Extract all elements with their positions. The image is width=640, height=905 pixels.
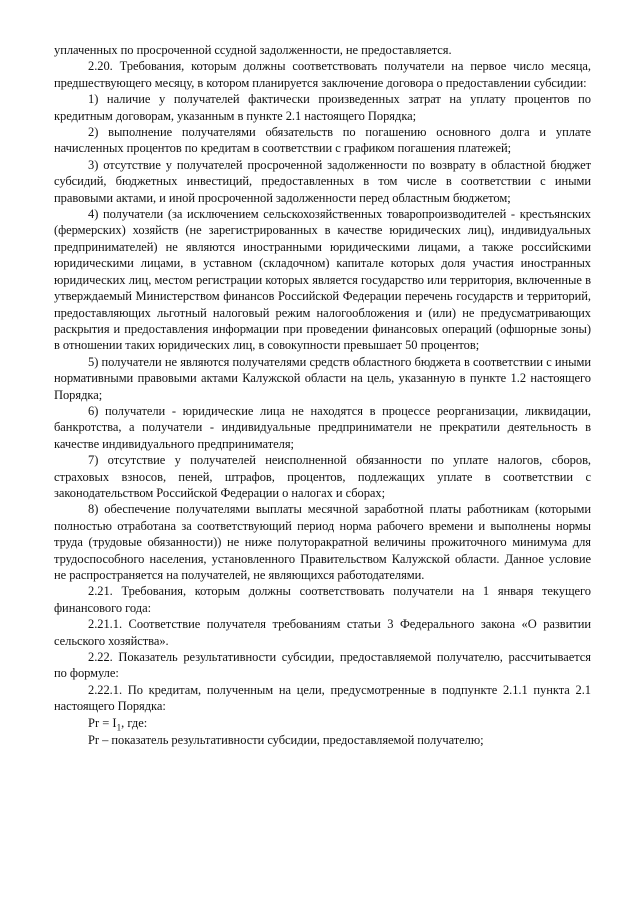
formula-lhs: Pr = I [88, 715, 117, 730]
paragraph-item-7: 7) отсутствие у получателей неисполненной обязанности по уплате налогов, сборов, страховых взносов, пеней, штрафов, процентов, подлежащих уплате в соответствии с законодательством Российской Федерации о налогах и сборах; [54, 453, 591, 500]
formula-subscript: 1 [116, 722, 122, 733]
paragraph-item-2: 2) выполнение получателями обязательств по погашению основного долга и уплате начисленных процентов по кредитам в соответствии с графиком погашения платежей; [54, 125, 591, 156]
paragraph-item-6: 6) получатели - юридические лица не находятся в процессе реорганизации, ликвидации, банкротства, а получатели - индивидуальные предприниматели не прекратили деятельность в качестве индивидуального предпринимателя; [54, 403, 591, 451]
paragraph-item-1: 1) наличие у получателей фактически произведенных затрат на уплату процентов по кредитным договорам, указанным в пункте 2.1 настоящего Порядка; [54, 92, 591, 123]
paragraph-pr-definition: Pr – показатель результативности субсидии, предоставляемой получателю; [88, 732, 484, 747]
paragraph-2-22-1: 2.22.1. По кредитам, полученным на цели, предусмотренные в подпункте 2.1.1 пункта 2.1 настоящего Порядка: [54, 682, 591, 714]
paragraph-2-21-1: 2.21.1. Соответствие получателя требованиям статьи 3 Федерального закона «О развитии сельского хозяйства». [54, 617, 591, 648]
paragraph-item-3: 3) отсутствие у получателей просроченной задолженности по возврату в областной бюджет субсидий, бюджетных инвестиций, предоставленных в том числе в соответствии с иными правовыми актами, и иной просроченной задолженности перед областным бюджетом; [54, 157, 591, 205]
paragraph-2-22: 2.22. Показатель результативности субсидии, предоставляемой получателю, рассчитывается по формуле: [54, 650, 591, 681]
formula-line [54, 715, 591, 732]
paragraph-continuation: уплаченных по просроченной ссудной задолженности, не предоставляется. [54, 43, 452, 57]
paragraph-item-4: 4) получатели (за исключением сельскохозяйственных товаропроизводителей - крестьянских (фермерских) хозяйств (не зарегистрированных в качестве юридических лиц), индивидуальных предпринимателей) не являются иностранными юридическими лицами, а также российскими юридическими лицами, в уставном (складочном) капитале которых доля участия иностранных юридических лиц, местом регистрации которых является государство или территория, включенные в утверждаемый Министерством финансов Российской Федерации перечень государств и территорий, предоставляющих льготный налоговый режим налогообложения и (или) не предусматривающих раскрытия и предоставления информации при проведении финансовых операций (офшорные зоны) в отношении таких юридических лиц, в совокупности превышает 50 процентов; [54, 207, 591, 353]
paragraph-item-5: 5) получатели не являются получателями средств областного бюджета в соответствии с иными нормативными правовыми актами Калужской области на цель, указанную в пункте 1.2 настоящего Порядка; [54, 354, 591, 402]
formula-rest: , где: [121, 715, 148, 730]
paragraph-2-21: 2.21. Требования, которым должны соответствовать получатели на 1 января текущего финансового года: [54, 584, 591, 615]
paragraph-2-20: 2.20. Требования, которым должны соответствовать получатели на первое число месяца, предшествующего месяцу, в котором планируется заключение договора о предоставлении субсидии: [54, 59, 591, 90]
paragraph-item-8: 8) обеспечение получателями выплаты месячной заработной платы работникам (которыми полностью отработана за соответствующий период норма рабочего времени и выполнены нормы труда (трудовые обязанности)) не ниже полуторакратной величины прожиточного минимума для трудоспособного населения, установленного Правительством Калужской области. Данное условие не распространяется на получателей, не являющихся работодателями. [54, 502, 591, 582]
